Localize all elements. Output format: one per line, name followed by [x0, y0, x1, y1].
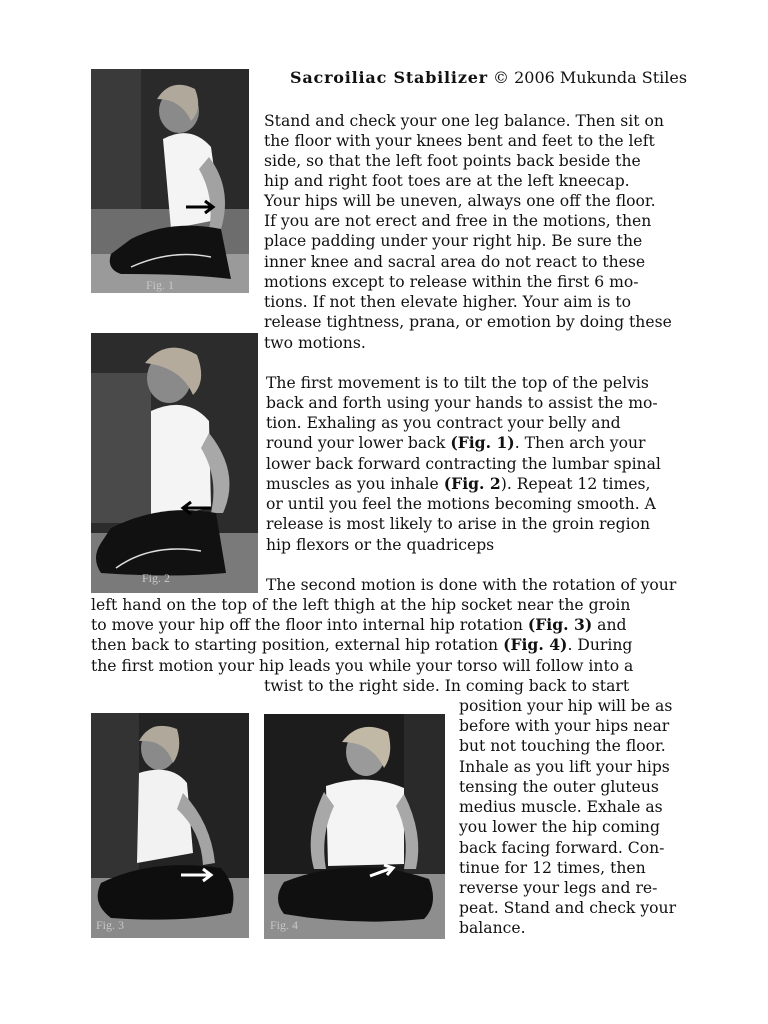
- text-line: twist to the right side. In coming back to start: [264, 677, 630, 695]
- text-line: [266, 474, 650, 494]
- text-span: . Then arch your: [514, 434, 646, 452]
- text-line: the first motion your hip leads you while your torso will follow into a: [91, 657, 634, 675]
- text-line: back facing forward. Con-: [459, 839, 665, 857]
- text-line: Your hips will be uneven, always one off the floor.: [264, 192, 656, 210]
- text-line: inner knee and sacral area do not react to these: [264, 253, 646, 271]
- text-line: motions except to release within the first 6 mo-: [264, 273, 639, 291]
- text-line: hip and right foot toes are at the left kneecap.: [264, 172, 630, 190]
- text-line: Stand and check your one leg balance. Then sit on: [264, 112, 664, 130]
- text-span: ). Repeat 12 times,: [500, 475, 651, 493]
- text-span: round your lower back: [266, 434, 451, 452]
- text-line: left hand on the top of the left thigh at the hip socket near the groin: [91, 596, 631, 614]
- photo-fig-1: [91, 69, 249, 293]
- text-line: [266, 433, 645, 453]
- text-line: [91, 635, 632, 655]
- text-line: the floor with your knees bent and feet to the left: [264, 132, 655, 150]
- text-line: position your hip will be as: [459, 697, 673, 715]
- text-line: side, so that the left foot points back beside the: [264, 152, 641, 170]
- fig-3-label: Fig. 3: [96, 918, 125, 932]
- text-line: peat. Stand and check your: [459, 899, 677, 917]
- text-line: release tightness, prana, or emotion by doing these: [264, 313, 672, 331]
- text-line: [91, 615, 627, 635]
- text-line: lower back forward contracting the lumbar spinal: [266, 455, 661, 473]
- text-span: then back to starting position, external hip rotation: [91, 636, 504, 654]
- text-line: tions. If not then elevate higher. Your aim is to: [264, 293, 632, 311]
- fig-ref: (Fig. 3): [527, 615, 593, 634]
- text-span: muscles as you inhale: [266, 475, 444, 493]
- text-line: back and forth using your hands to assist the mo-: [266, 394, 658, 412]
- text-line: tensing the outer gluteus: [459, 778, 659, 796]
- text-line: The second motion is done with the rotation of your: [266, 576, 677, 594]
- photo-fig-4: [264, 714, 445, 939]
- text-line: or until you feel the motions becoming smooth. A: [266, 495, 656, 513]
- fig-ref: (Fig. 2: [443, 474, 501, 493]
- text-line: If you are not erect and free in the motions, then: [264, 212, 652, 230]
- copyright-text: © 2006 Mukunda Stiles: [493, 68, 688, 87]
- text-line: reverse your legs and re-: [459, 879, 658, 897]
- text-line: Inhale as you lift your hips: [459, 758, 670, 776]
- text-line: release is most likely to arise in the groin region: [266, 515, 651, 533]
- text-line: hip flexors or the quadriceps: [266, 536, 495, 554]
- title-text: Sacroiliac Stabilizer: [290, 68, 488, 87]
- fig-2-label: Fig. 2: [142, 571, 171, 585]
- text-line: balance.: [459, 919, 526, 937]
- text-line: you lower the hip coming: [459, 818, 660, 836]
- text-line: tinue for 12 times, then: [459, 859, 646, 877]
- photo-fig-2: [91, 333, 258, 593]
- fig-ref: (Fig. 4): [503, 635, 568, 654]
- text-span: to move your hip off the floor into internal hip rotation: [91, 616, 528, 634]
- text-span: and: [592, 616, 627, 634]
- text-line: but not touching the floor.: [459, 737, 666, 755]
- text-line: tion. Exhaling as you contract your belly and: [266, 414, 621, 432]
- fig-4-label: Fig. 4: [270, 918, 299, 932]
- text-line: place padding under your right hip. Be sure the: [264, 232, 643, 250]
- fig-1-label: Fig. 1: [146, 278, 175, 292]
- text-span: . During: [567, 636, 633, 654]
- page-title: [290, 68, 687, 87]
- fig-ref: (Fig. 1): [450, 433, 515, 452]
- text-line: The first movement is to tilt the top of the pelvis: [266, 374, 649, 392]
- photo-fig-3: [91, 713, 249, 938]
- text-line: medius muscle. Exhale as: [459, 798, 663, 816]
- text-line: two motions.: [264, 334, 366, 352]
- text-line: before with your hips near: [459, 717, 670, 735]
